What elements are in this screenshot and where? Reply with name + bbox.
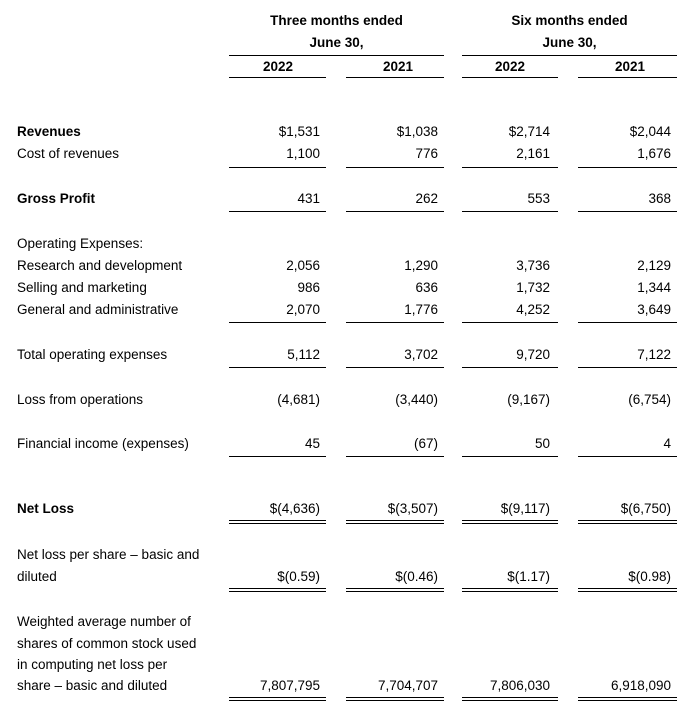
cell-eps-1: $(0.59) [277, 569, 320, 584]
double-rule-net-loss-3 [462, 520, 558, 524]
year-header-1: 2022 [262, 59, 294, 74]
cell-net-loss-1: $(4,636) [269, 501, 320, 516]
row-label-shares-line3: in computing net loss per [17, 657, 168, 672]
rule-cost-3 [462, 167, 558, 168]
cell-shares-2: 7,704,707 [377, 678, 438, 693]
double-rule-eps-1 [229, 588, 326, 592]
year-rule-1 [229, 77, 326, 78]
cell-shares-4: 6,918,090 [610, 678, 671, 693]
row-label-general: General and administrative [17, 302, 179, 317]
row-label-loss-ops: Loss from operations [17, 392, 144, 407]
rule-gross-1 [229, 211, 326, 212]
year-header-4: 2021 [614, 59, 646, 74]
cell-research-4: 2,129 [637, 258, 671, 273]
cell-gross-1: 431 [297, 191, 320, 206]
cell-loss-ops-1: (4,681) [277, 392, 320, 407]
rule-financial-4 [578, 456, 677, 457]
cell-cost-2: 776 [415, 146, 438, 161]
cell-research-2: 1,290 [404, 258, 438, 273]
header-three-months-line1: Three months ended [270, 13, 403, 28]
double-rule-net-loss-1 [229, 520, 326, 524]
cell-total-opex-3: 9,720 [516, 347, 550, 362]
double-rule-shares-1 [229, 697, 326, 701]
row-label-financial: Financial income (expenses) [17, 436, 189, 451]
cell-gross-2: 262 [415, 191, 438, 206]
cell-shares-3: 7,806,030 [489, 678, 550, 693]
row-label-gross-profit: Gross Profit [17, 191, 96, 206]
cell-net-loss-4: $(6,750) [620, 501, 671, 516]
cell-revenues-1: $1,531 [278, 124, 320, 139]
cell-total-opex-4: 7,122 [637, 347, 671, 362]
cell-revenues-3: $2,714 [508, 124, 550, 139]
cell-selling-2: 636 [415, 280, 438, 295]
cell-loss-ops-2: (3,440) [395, 392, 438, 407]
row-label-revenues: Revenues [17, 124, 81, 139]
rule-gross-3 [462, 211, 558, 212]
row-label-cost-of-revenues: Cost of revenues [17, 146, 120, 161]
cell-shares-1: 7,807,795 [259, 678, 320, 693]
cell-general-3: 4,252 [516, 302, 550, 317]
double-rule-eps-3 [462, 588, 558, 592]
header-rule-six-months [462, 55, 677, 56]
cell-total-opex-1: 5,112 [287, 347, 320, 362]
cell-revenues-2: $1,038 [396, 124, 438, 139]
cell-financial-1: 45 [304, 436, 320, 451]
row-label-eps-line1: Net loss per share – basic and [17, 547, 200, 562]
cell-selling-1: 986 [297, 280, 320, 295]
cell-cost-4: 1,676 [637, 146, 671, 161]
rule-total-opex-4 [578, 367, 677, 368]
cell-research-3: 3,736 [516, 258, 550, 273]
row-label-operating-expenses: Operating Expenses: [17, 236, 144, 251]
cell-general-1: 2,070 [286, 302, 320, 317]
cell-financial-3: 50 [534, 436, 550, 451]
rule-cost-4 [578, 167, 677, 168]
row-label-shares-line4: share – basic and diluted [17, 678, 168, 693]
year-rule-4 [578, 77, 677, 78]
row-label-total-opex: Total operating expenses [17, 347, 168, 362]
row-label-research: Research and development [17, 258, 183, 273]
rule-gross-2 [346, 211, 444, 212]
cell-cost-3: 2,161 [516, 146, 550, 161]
cell-eps-2: $(0.46) [395, 569, 438, 584]
rule-general-2 [346, 322, 444, 323]
rule-financial-3 [462, 456, 558, 457]
rule-cost-2 [346, 167, 444, 168]
year-rule-3 [462, 77, 558, 78]
double-rule-shares-4 [578, 697, 677, 701]
cell-gross-3: 553 [527, 191, 550, 206]
header-six-months-line1: Six months ended [511, 13, 628, 28]
double-rule-net-loss-4 [578, 520, 677, 524]
header-six-months-line2: June 30, [542, 35, 597, 50]
header-three-months-line2: June 30, [309, 35, 364, 50]
cell-eps-3: $(1.17) [507, 569, 550, 584]
cell-loss-ops-4: (6,754) [628, 392, 671, 407]
rule-total-opex-1 [229, 367, 326, 368]
rule-general-3 [462, 322, 558, 323]
double-rule-eps-2 [346, 588, 444, 592]
year-header-2: 2021 [382, 59, 414, 74]
row-label-net-loss: Net Loss [17, 501, 75, 516]
year-rule-2 [346, 77, 444, 78]
double-rule-shares-3 [462, 697, 558, 701]
rule-general-4 [578, 322, 677, 323]
rule-cost-1 [229, 167, 326, 168]
double-rule-eps-4 [578, 588, 677, 592]
rule-gross-4 [578, 211, 677, 212]
header-rule-three-months [229, 55, 444, 56]
cell-selling-3: 1,732 [516, 280, 550, 295]
double-rule-net-loss-2 [346, 520, 444, 524]
cell-general-4: 3,649 [637, 302, 671, 317]
rule-general-1 [229, 322, 326, 323]
cell-research-1: 2,056 [286, 258, 320, 273]
cell-loss-ops-3: (9,167) [507, 392, 550, 407]
rule-total-opex-2 [346, 367, 444, 368]
cell-total-opex-2: 3,702 [404, 347, 438, 362]
cell-net-loss-3: $(9,117) [500, 501, 550, 516]
row-label-shares-line1: Weighted average number of [17, 614, 191, 629]
row-label-shares-line2: shares of common stock used [17, 636, 197, 651]
rule-financial-2 [346, 456, 444, 457]
cell-financial-4: 4 [663, 436, 671, 451]
cell-cost-1: 1,100 [286, 146, 320, 161]
rule-total-opex-3 [462, 367, 558, 368]
cell-general-2: 1,776 [404, 302, 438, 317]
double-rule-shares-2 [346, 697, 444, 701]
cell-gross-4: 368 [648, 191, 671, 206]
cell-revenues-4: $2,044 [629, 124, 671, 139]
cell-net-loss-2: $(3,507) [387, 501, 438, 516]
rule-financial-1 [229, 456, 326, 457]
year-header-3: 2022 [494, 59, 526, 74]
cell-eps-4: $(0.98) [628, 569, 671, 584]
cell-financial-2: (67) [413, 436, 438, 451]
cell-selling-4: 1,344 [637, 280, 671, 295]
row-label-selling: Selling and marketing [17, 280, 147, 295]
row-label-eps-line2: diluted [17, 569, 57, 584]
